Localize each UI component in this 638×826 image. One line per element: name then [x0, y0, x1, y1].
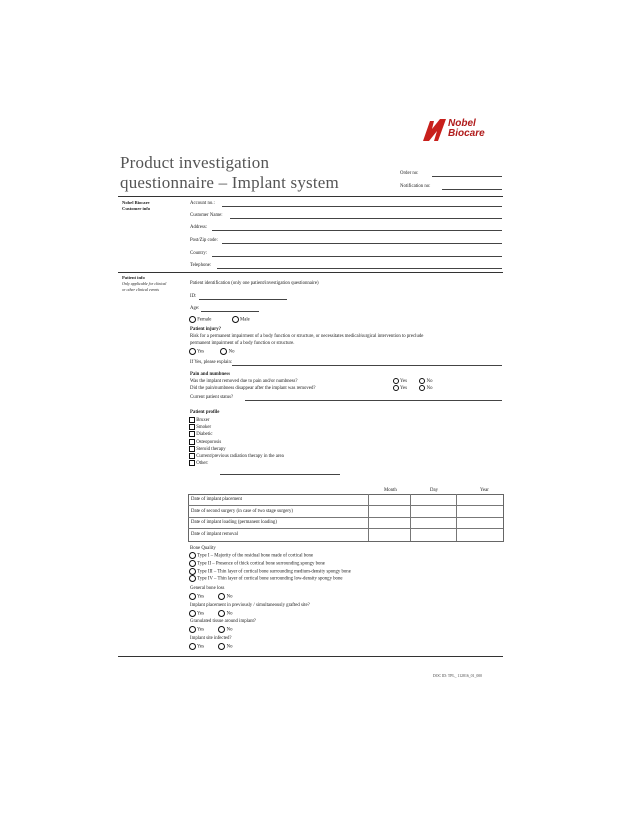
granulated-no-radio[interactable] — [218, 626, 225, 633]
granulated-tissue-question: Granulated tissue around implant? — [190, 619, 256, 624]
if-yes-field[interactable] — [232, 365, 502, 366]
bone-type-label: Type IV – Thin layer of cortical bone surrounding low-density spongy bone — [197, 577, 343, 582]
table-row-label: Date of implant removal — [191, 532, 239, 537]
profile-label: Diabetic — [196, 432, 213, 438]
infected-yes-label: Yes — [197, 644, 205, 650]
bone-type-item — [189, 575, 351, 583]
logo-text-line2: Biocare — [448, 128, 485, 139]
profile-checkbox[interactable] — [189, 431, 195, 437]
table-divider — [410, 494, 411, 541]
bone-type-label: Type II – Presence of thick cortical bone surrounding spongy bone — [197, 561, 325, 567]
pain-q1-yes-radio[interactable] — [393, 378, 399, 384]
site-infected-question: Implant site infected? — [190, 636, 232, 641]
pain-q1-no-label: No — [426, 379, 433, 385]
telephone-label: Telephone: — [190, 263, 212, 268]
profile-checkbox[interactable] — [189, 439, 195, 445]
grafted-yes-radio[interactable] — [189, 610, 196, 617]
customer-name-label: Customer Name: — [190, 213, 223, 218]
profile-checkbox[interactable] — [189, 460, 195, 466]
profile-list — [189, 417, 284, 467]
patient-note-1: Only applicable for clinical — [122, 281, 167, 286]
title-line1: Product investigation — [120, 153, 270, 172]
country-label: Country: — [190, 251, 208, 256]
logo-mark-icon — [420, 117, 450, 143]
granulated-no-label: No — [226, 627, 233, 633]
pain-question-2: Did the pain/numbness disappear after the implant was removed? — [190, 386, 316, 391]
logo-text-line1: Nobel — [448, 118, 476, 129]
notification-no-label: Notification no: — [400, 184, 431, 189]
pain-q2-no-label: No — [426, 386, 433, 392]
bone-type-item — [189, 560, 351, 568]
profile-item — [189, 439, 284, 446]
current-status-label: Current patient status? — [190, 395, 234, 400]
nobel-biocare-logo — [420, 117, 510, 143]
infected-yes-radio[interactable] — [189, 643, 196, 650]
bone-quality-heading: Bone Quality — [190, 546, 216, 551]
profile-item — [189, 446, 284, 453]
grafted-site-options — [189, 610, 233, 617]
profile-label: Bruxer — [196, 418, 210, 424]
bone-loss-yes-radio[interactable] — [189, 593, 196, 600]
profile-item — [189, 453, 284, 460]
age-field[interactable] — [201, 311, 259, 312]
profile-item — [189, 431, 284, 438]
profile-label: Current/previous radiation therapy in the area — [196, 454, 284, 460]
country-field[interactable] — [212, 256, 502, 257]
injury-no-label: No — [228, 349, 235, 355]
table-divider — [456, 494, 457, 541]
bone-type-list — [189, 552, 351, 583]
account-no-label: Account no.: — [190, 201, 215, 206]
injury-yes-radio[interactable] — [189, 348, 196, 355]
injury-text-2: permanent impairment of a body function or structure. — [190, 341, 295, 346]
profile-heading: Patient profile — [190, 410, 220, 415]
section-customer-heading — [122, 200, 150, 212]
table-header-day: Day — [430, 488, 438, 493]
pain-heading: Pain and numbness — [190, 372, 230, 377]
title-divider — [118, 196, 503, 197]
patient-identification-label: Patient identification (only one patient/investigation questionnaire) — [190, 281, 319, 286]
address-label: Address: — [190, 225, 208, 230]
section-patient-heading — [122, 275, 166, 293]
bone-loss-no-label: No — [226, 594, 233, 600]
profile-label: Osteoporosis — [196, 439, 222, 445]
patient-info-heading: Patient info — [122, 275, 145, 280]
infected-no-label: No — [226, 644, 233, 650]
bone-loss-yes-label: Yes — [197, 594, 205, 600]
profile-item — [189, 460, 284, 467]
pain-q2-yes-radio[interactable] — [393, 385, 399, 391]
notification-no-field[interactable] — [442, 189, 502, 190]
pain-q1-no-radio[interactable] — [419, 378, 425, 384]
gender-options — [189, 316, 250, 323]
table-row-label: Date of second surgery (in case of two stage surgery) — [191, 509, 293, 514]
injury-heading: Patient injury? — [190, 327, 222, 332]
age-label: Age: — [190, 306, 200, 311]
customer-name-field[interactable] — [230, 218, 502, 219]
granulated-yes-label: Yes — [197, 627, 205, 633]
bone-type-radio[interactable] — [189, 552, 196, 559]
profile-label: Smoker — [196, 425, 212, 431]
female-radio[interactable] — [189, 316, 196, 323]
patient-note-2: or other clinical events — [122, 287, 159, 292]
pain-q2-no-radio[interactable] — [419, 385, 425, 391]
grafted-no-label: No — [226, 611, 233, 617]
injury-options — [189, 348, 235, 355]
injury-no-radio[interactable] — [220, 348, 227, 355]
male-label: Male — [239, 317, 250, 323]
grafted-site-question: Implant placement in previously / simultaneously grafted site? — [190, 603, 310, 608]
id-label: ID: — [190, 294, 197, 299]
order-no-field[interactable] — [432, 176, 502, 177]
profile-checkbox[interactable] — [189, 424, 195, 430]
female-label: Female — [197, 317, 212, 323]
doc-id: DOC ID: TPL_ 112816_01_000 — [433, 674, 483, 678]
profile-checkbox[interactable] — [189, 453, 195, 459]
title-line2: questionnaire – Implant system — [120, 173, 339, 192]
account-no-field[interactable] — [222, 206, 502, 207]
order-no-label: Order no: — [400, 171, 419, 176]
pain-q1-yes-label: Yes — [400, 379, 408, 385]
bone-type-item — [189, 552, 351, 560]
pain-q1-options — [393, 378, 433, 384]
if-yes-label: If Yes, please explain: — [190, 360, 233, 365]
profile-label: Steroid therapy — [196, 446, 226, 452]
bone-type-radio[interactable] — [189, 568, 196, 575]
bone-loss-question: General bone loss — [190, 586, 225, 591]
table-row-label: Date of implant placement — [191, 497, 243, 502]
pain-q2-yes-label: Yes — [400, 386, 408, 392]
grafted-yes-label: Yes — [197, 611, 205, 617]
post-zip-field[interactable] — [222, 243, 502, 244]
bone-type-item — [189, 568, 351, 576]
bone-loss-options — [189, 593, 233, 600]
bone-loss-no-radio[interactable] — [218, 593, 225, 600]
granulated-yes-radio[interactable] — [189, 626, 196, 633]
section-customer-heading-2: Customer info — [122, 206, 151, 211]
table-row-label: Date of implant loading (permanent loading) — [191, 520, 277, 525]
profile-checkbox[interactable] — [189, 417, 195, 423]
bone-type-radio[interactable] — [189, 575, 196, 582]
section-customer-heading-1: Nobel Biocare — [122, 200, 150, 205]
infected-no-radio[interactable] — [218, 643, 225, 650]
profile-item — [189, 424, 284, 431]
profile-other-field[interactable] — [220, 474, 340, 475]
address-field[interactable] — [212, 230, 502, 231]
table-header-month: Month — [384, 488, 397, 493]
current-status-field[interactable] — [245, 400, 502, 401]
injury-yes-label: Yes — [197, 349, 205, 355]
id-field[interactable] — [199, 299, 287, 300]
bone-type-label: Type I – Majority of the residual bone made of cortical bone — [197, 553, 314, 559]
male-radio[interactable] — [232, 316, 239, 323]
table-divider — [368, 494, 369, 541]
page-title — [120, 153, 339, 193]
profile-label: Other: — [196, 461, 209, 467]
granulated-tissue-options — [189, 626, 233, 633]
injury-text-1: Risk for a permanent impairment of a body function or structure, or necessitates medical/surgical intervention to preclude — [190, 334, 424, 339]
pain-q2-options — [393, 385, 433, 391]
bottom-divider — [118, 656, 503, 657]
grafted-no-radio[interactable] — [218, 610, 225, 617]
bone-type-radio[interactable] — [189, 560, 196, 567]
pain-question-1: Was the implant removed due to pain and/or numbness? — [190, 379, 298, 384]
profile-checkbox[interactable] — [189, 446, 195, 452]
telephone-field[interactable] — [217, 268, 502, 269]
table-header-year: Year — [480, 488, 489, 493]
customer-divider — [118, 272, 503, 273]
site-infected-options — [189, 643, 233, 650]
post-zip-label: Post/Zip code: — [190, 238, 218, 243]
profile-item — [189, 417, 284, 424]
bone-type-label: Type III – Thin layer of cortical bone surrounding medium-density spongy bone — [197, 569, 351, 575]
